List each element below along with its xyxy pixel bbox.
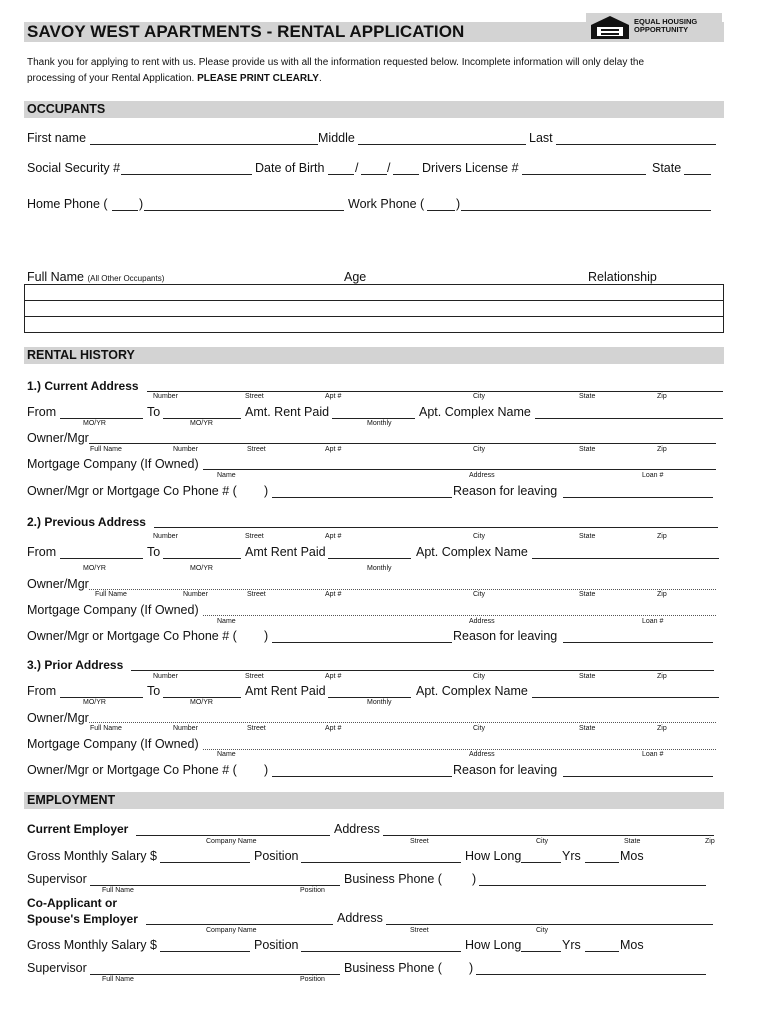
caption-city: City xyxy=(473,393,486,400)
house-icon xyxy=(590,15,630,40)
work-area-code-field[interactable] xyxy=(427,210,455,211)
caption-state: State xyxy=(579,446,596,453)
caption-number: Number xyxy=(173,725,198,732)
caption-moyr: MO/YR xyxy=(83,699,106,706)
current-employer-label: Current Employer xyxy=(27,822,129,836)
caption-loan: Loan # xyxy=(642,472,664,479)
how-long-label: How Long xyxy=(465,849,522,863)
co-position-field[interactable] xyxy=(301,951,461,952)
caption-moyr: MO/YR xyxy=(83,420,106,427)
previous-address-field[interactable] xyxy=(154,527,718,528)
caption-number: Number xyxy=(153,533,178,540)
caption-company-name: Company Name xyxy=(206,927,257,934)
caption-city: City xyxy=(473,725,486,732)
apt-complex-label: Apt. Complex Name xyxy=(419,405,531,419)
work-phone-label: Work Phone ( xyxy=(348,197,425,211)
equal-housing-text: EQUAL HOUSING OPPORTUNITY xyxy=(634,17,698,34)
dob-slash-2: / xyxy=(387,161,391,175)
home-phone-field[interactable] xyxy=(144,210,344,211)
equal-housing-logo xyxy=(586,13,722,41)
intro-line-1: Thank you for applying to rent with us. Please provide us with all the information requested below. Incomplete information will only delay the xyxy=(27,57,645,68)
co-position-label: Position xyxy=(254,938,299,952)
from-field[interactable] xyxy=(60,418,143,419)
caption-zip: Zip xyxy=(657,446,667,453)
relationship-label: Relationship xyxy=(588,270,657,284)
amt-rent-paid-label: Amt Rent Paid xyxy=(245,684,326,698)
dob-label: Date of Birth xyxy=(255,161,325,175)
caption-address: Address xyxy=(469,472,495,479)
co-business-phone-label: Business Phone ( xyxy=(344,961,442,975)
to-field[interactable] xyxy=(163,697,241,698)
occupants-table xyxy=(24,284,724,333)
mortgage-label: Mortgage Company (If Owned) xyxy=(27,457,199,471)
owner-mgr-label: Owner/Mgr xyxy=(27,577,89,591)
caption-moyr: MO/YR xyxy=(190,699,213,706)
drivers-license-field[interactable] xyxy=(522,174,646,175)
mos-label: Mos xyxy=(620,849,644,863)
to-label: To xyxy=(147,545,161,559)
owner-phone-field[interactable] xyxy=(272,497,452,498)
other-occupants-label: Full Name (All Other Occupants) xyxy=(27,270,165,284)
home-area-code-field[interactable] xyxy=(112,210,138,211)
employer-address-field[interactable] xyxy=(383,835,714,836)
owner-phone-field[interactable] xyxy=(272,642,452,643)
employment-heading: EMPLOYMENT xyxy=(27,793,116,807)
supervisor-field[interactable] xyxy=(90,885,340,886)
to-label: To xyxy=(147,405,161,419)
caption-street: Street xyxy=(245,533,264,540)
co-business-phone-paren: ) xyxy=(469,961,474,975)
business-phone-field[interactable] xyxy=(479,885,706,886)
co-yrs-label: Yrs xyxy=(562,938,581,952)
caption-apt: Apt # xyxy=(325,673,342,680)
caption-street: Street xyxy=(245,393,264,400)
position-label: Position xyxy=(254,849,299,863)
apt-complex-field[interactable] xyxy=(532,697,719,698)
owner-phone-label: Owner/Mgr or Mortgage Co Phone # ( xyxy=(27,484,237,498)
co-employer-address-label: Address xyxy=(337,911,383,925)
owner-mgr-field[interactable] xyxy=(89,443,716,444)
caption-state: State xyxy=(579,533,596,540)
caption-full-name: Full Name xyxy=(90,446,122,453)
caption-full-name: Full Name xyxy=(102,887,134,894)
caption-number: Number xyxy=(153,673,178,680)
mortgage-field[interactable] xyxy=(203,749,716,750)
caption-city: City xyxy=(473,446,486,453)
intro-line-2: processing of your Rental Application. PLEASE PRINT CLEARLY. xyxy=(27,73,322,84)
co-applicant-employer-field[interactable] xyxy=(146,924,333,925)
caption-monthly: Monthly xyxy=(367,699,392,706)
owner-phone-label: Owner/Mgr or Mortgage Co Phone # ( xyxy=(27,763,237,777)
dob-slash-1: / xyxy=(355,161,359,175)
occupant-row[interactable] xyxy=(25,301,723,317)
caption-zip: Zip xyxy=(657,393,667,400)
co-how-long-label: How Long xyxy=(465,938,522,952)
dob-day-field[interactable] xyxy=(361,174,387,175)
last-name-label: Last xyxy=(529,131,553,145)
dl-state-field[interactable] xyxy=(684,174,711,175)
caption-moyr: MO/YR xyxy=(190,420,213,427)
caption-street: Street xyxy=(247,725,266,732)
caption-address: Address xyxy=(469,618,495,625)
dob-year-field[interactable] xyxy=(393,174,419,175)
co-employer-address-field[interactable] xyxy=(386,924,713,925)
occupants-heading: OCCUPANTS xyxy=(27,102,106,116)
prior-address-field[interactable] xyxy=(131,670,714,671)
rental-history-heading: RENTAL HISTORY xyxy=(27,348,135,362)
ssn-label: Social Security # xyxy=(27,161,121,175)
employer-address-label: Address xyxy=(334,822,380,836)
caption-street: Street xyxy=(247,446,266,453)
caption-zip: Zip xyxy=(705,838,715,845)
ssn-field[interactable] xyxy=(121,174,252,175)
caption-moyr: MO/YR xyxy=(83,565,106,572)
from-label: From xyxy=(27,545,57,559)
co-months-field[interactable] xyxy=(585,951,619,952)
caption-city: City xyxy=(473,533,486,540)
current-employer-field[interactable] xyxy=(136,835,330,836)
gross-salary-label: Gross Monthly Salary $ xyxy=(27,849,157,863)
months-field[interactable] xyxy=(585,862,619,863)
drivers-license-label: Drivers License # xyxy=(422,161,519,175)
reason-field[interactable] xyxy=(563,497,713,498)
to-label: To xyxy=(147,684,161,698)
reason-field[interactable] xyxy=(563,776,713,777)
home-phone-label: Home Phone ( xyxy=(27,197,108,211)
current-address-label: 1.) Current Address xyxy=(27,379,139,393)
reason-label: Reason for leaving xyxy=(453,484,558,498)
business-phone-paren: ) xyxy=(472,872,477,886)
co-gross-salary-label: Gross Monthly Salary $ xyxy=(27,938,157,952)
owner-mgr-field[interactable] xyxy=(89,722,716,723)
caption-zip: Zip xyxy=(657,591,667,598)
dob-month-field[interactable] xyxy=(328,174,354,175)
co-years-field[interactable] xyxy=(521,951,561,952)
owner-phone-label: Owner/Mgr or Mortgage Co Phone # ( xyxy=(27,629,237,643)
caption-moyr: MO/YR xyxy=(190,565,213,572)
occupants-band xyxy=(24,101,724,118)
page-title: SAVOY WEST APARTMENTS - RENTAL APPLICATION xyxy=(27,22,465,41)
caption-apt: Apt # xyxy=(325,725,342,732)
caption-street: Street xyxy=(245,673,264,680)
caption-position: Position xyxy=(300,976,325,983)
caption-name: Name xyxy=(217,472,236,479)
caption-street: Street xyxy=(410,927,429,934)
mortgage-label: Mortgage Company (If Owned) xyxy=(27,603,199,617)
first-name-label: First name xyxy=(27,131,87,145)
owner-mgr-field[interactable] xyxy=(89,589,716,590)
caption-company-name: Company Name xyxy=(206,838,257,845)
caption-state: State xyxy=(579,591,596,598)
age-label: Age xyxy=(344,270,367,284)
amt-rent-paid-label: Amt. Rent Paid xyxy=(245,405,330,419)
owner-phone-paren: ) xyxy=(264,484,269,498)
caption-name: Name xyxy=(217,618,236,625)
caption-state: State xyxy=(579,673,596,680)
caption-name: Name xyxy=(217,751,236,758)
caption-monthly: Monthly xyxy=(367,420,392,427)
position-field[interactable] xyxy=(301,862,461,863)
apt-complex-label: Apt. Complex Name xyxy=(416,545,528,559)
occupant-row[interactable] xyxy=(25,317,723,332)
home-phone-paren: ) xyxy=(139,197,144,211)
amt-rent-paid-field[interactable] xyxy=(328,558,411,559)
first-name-field[interactable] xyxy=(90,144,318,145)
caption-city: City xyxy=(536,927,549,934)
mortgage-label: Mortgage Company (If Owned) xyxy=(27,737,199,751)
amt-rent-paid-label: Amt Rent Paid xyxy=(245,545,326,559)
mortgage-field[interactable] xyxy=(203,615,716,616)
caption-city: City xyxy=(473,673,486,680)
caption-number: Number xyxy=(183,591,208,598)
caption-number: Number xyxy=(173,446,198,453)
caption-state: State xyxy=(624,838,641,845)
gross-salary-field[interactable] xyxy=(160,862,250,863)
to-field[interactable] xyxy=(163,558,241,559)
caption-full-name: Full Name xyxy=(90,725,122,732)
co-supervisor-label: Supervisor xyxy=(27,961,87,975)
from-field[interactable] xyxy=(60,697,143,698)
caption-apt: Apt # xyxy=(325,591,342,598)
owner-phone-paren: ) xyxy=(264,629,269,643)
caption-address: Address xyxy=(469,751,495,758)
co-applicant-label-2: Spouse's Employer xyxy=(27,912,138,926)
co-supervisor-field[interactable] xyxy=(90,974,340,975)
occupant-row[interactable] xyxy=(25,285,723,301)
caption-full-name: Full Name xyxy=(102,976,134,983)
caption-apt: Apt # xyxy=(325,393,342,400)
from-label: From xyxy=(27,684,57,698)
caption-zip: Zip xyxy=(657,533,667,540)
previous-address-label: 2.) Previous Address xyxy=(27,515,146,529)
caption-number: Number xyxy=(153,393,178,400)
caption-loan: Loan # xyxy=(642,618,664,625)
caption-city: City xyxy=(473,591,486,598)
work-phone-paren: ) xyxy=(456,197,461,211)
owner-mgr-label: Owner/Mgr xyxy=(27,711,89,725)
middle-name-label: Middle xyxy=(318,131,355,145)
co-business-phone-field[interactable] xyxy=(476,974,706,975)
yrs-label: Yrs xyxy=(562,849,581,863)
to-field[interactable] xyxy=(163,418,241,419)
years-field[interactable] xyxy=(521,862,561,863)
work-phone-field[interactable] xyxy=(461,210,711,211)
reason-label: Reason for leaving xyxy=(453,763,558,777)
caption-monthly: Monthly xyxy=(367,565,392,572)
owner-phone-paren: ) xyxy=(264,763,269,777)
apt-complex-field[interactable] xyxy=(535,418,723,419)
last-name-field[interactable] xyxy=(556,144,716,145)
caption-apt: Apt # xyxy=(325,446,342,453)
from-field[interactable] xyxy=(60,558,143,559)
caption-street: Street xyxy=(247,591,266,598)
caption-full-name: Full Name xyxy=(95,591,127,598)
reason-field[interactable] xyxy=(563,642,713,643)
caption-street: Street xyxy=(410,838,429,845)
middle-name-field[interactable] xyxy=(358,144,526,145)
apt-complex-field[interactable] xyxy=(532,558,719,559)
apt-complex-label: Apt. Complex Name xyxy=(416,684,528,698)
co-gross-salary-field[interactable] xyxy=(160,951,250,952)
caption-loan: Loan # xyxy=(642,751,664,758)
caption-state: State xyxy=(579,725,596,732)
supervisor-label: Supervisor xyxy=(27,872,87,886)
caption-position: Position xyxy=(300,887,325,894)
co-mos-label: Mos xyxy=(620,938,644,952)
mortgage-field[interactable] xyxy=(203,469,716,470)
amt-rent-paid-field[interactable] xyxy=(332,418,415,419)
dl-state-label: State xyxy=(652,161,682,175)
business-phone-label: Business Phone ( xyxy=(344,872,442,886)
caption-state: State xyxy=(579,393,596,400)
current-address-field[interactable] xyxy=(147,391,723,392)
reason-label: Reason for leaving xyxy=(453,629,558,643)
caption-city: City xyxy=(536,838,549,845)
from-label: From xyxy=(27,405,57,419)
caption-zip: Zip xyxy=(657,673,667,680)
caption-apt: Apt # xyxy=(325,533,342,540)
co-applicant-label-1: Co-Applicant or xyxy=(27,896,117,910)
employment-band xyxy=(24,792,724,809)
caption-zip: Zip xyxy=(657,725,667,732)
prior-address-label: 3.) Prior Address xyxy=(27,658,124,672)
owner-phone-field[interactable] xyxy=(272,776,452,777)
amt-rent-paid-field[interactable] xyxy=(328,697,411,698)
owner-mgr-label: Owner/Mgr xyxy=(27,431,89,445)
